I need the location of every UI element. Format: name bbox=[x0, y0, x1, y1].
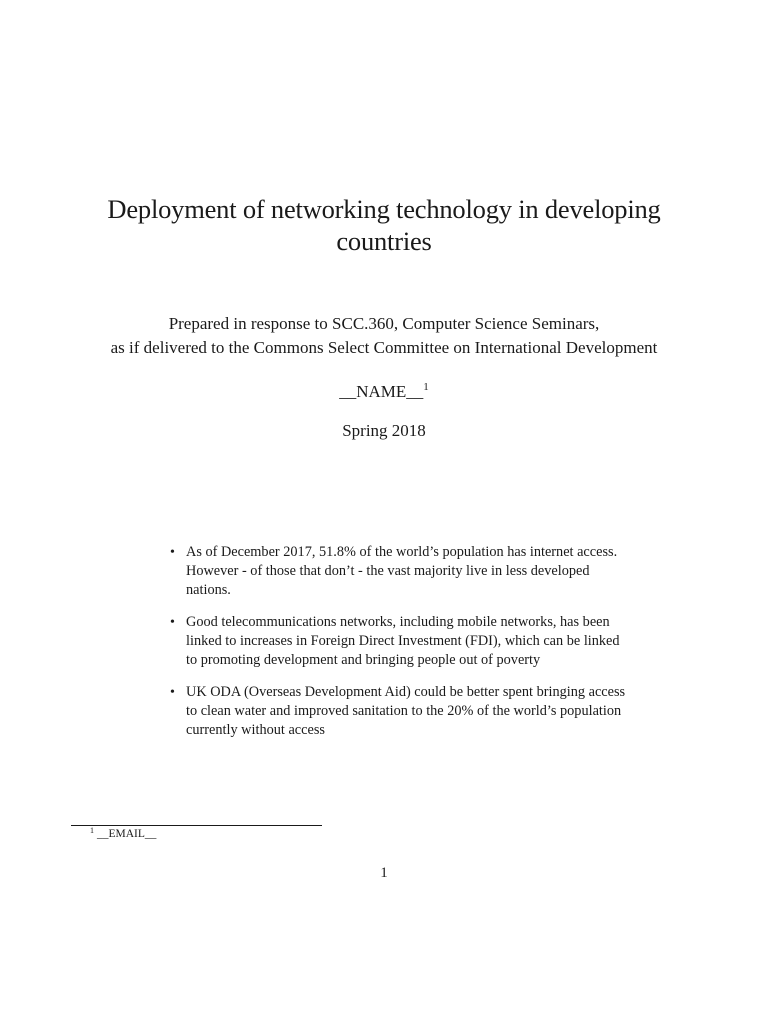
subtitle-line-1: Prepared in response to SCC.360, Computer Science Seminars, bbox=[168, 314, 600, 333]
page-number: 1 bbox=[380, 865, 388, 881]
bullet-icon: • bbox=[170, 615, 175, 630]
document-subtitle bbox=[34, 312, 734, 360]
document-title: Deployment of networking technology in developing countries bbox=[107, 194, 661, 256]
bullet-text: As of December 2017, 51.8% of the world’s population has internet access. However - of those that don’t - the vast majority live in less developed nations. bbox=[186, 544, 618, 598]
bullet-item bbox=[168, 683, 628, 740]
footnote-mark: 1 bbox=[90, 826, 94, 835]
bullet-icon: • bbox=[170, 685, 175, 700]
footnote bbox=[90, 826, 156, 842]
author-line bbox=[284, 380, 484, 404]
summary-bullet-list bbox=[168, 543, 628, 753]
author-footnote-mark: 1 bbox=[423, 381, 429, 393]
bullet-text: UK ODA (Overseas Development Aid) could be better spent bringing access to clean water and improved sanitation to the 20% of the world’s population currently without access bbox=[186, 684, 626, 738]
author-name: __NAME__ bbox=[339, 382, 424, 401]
bullet-item bbox=[168, 543, 628, 600]
document-date: Spring 2018 bbox=[342, 421, 426, 440]
bullet-text: Good telecommunications networks, including mobile networks, has been linked to increases in Foreign Direct Investment (FDI), which can be linked to promoting development and bringing people out of poverty bbox=[186, 614, 620, 668]
subtitle-line-2: as if delivered to the Commons Select Committee on International Development bbox=[110, 338, 658, 357]
bullet-icon: • bbox=[170, 545, 175, 560]
bullet-item bbox=[168, 613, 628, 670]
footnote-email: __EMAIL__ bbox=[97, 828, 157, 840]
